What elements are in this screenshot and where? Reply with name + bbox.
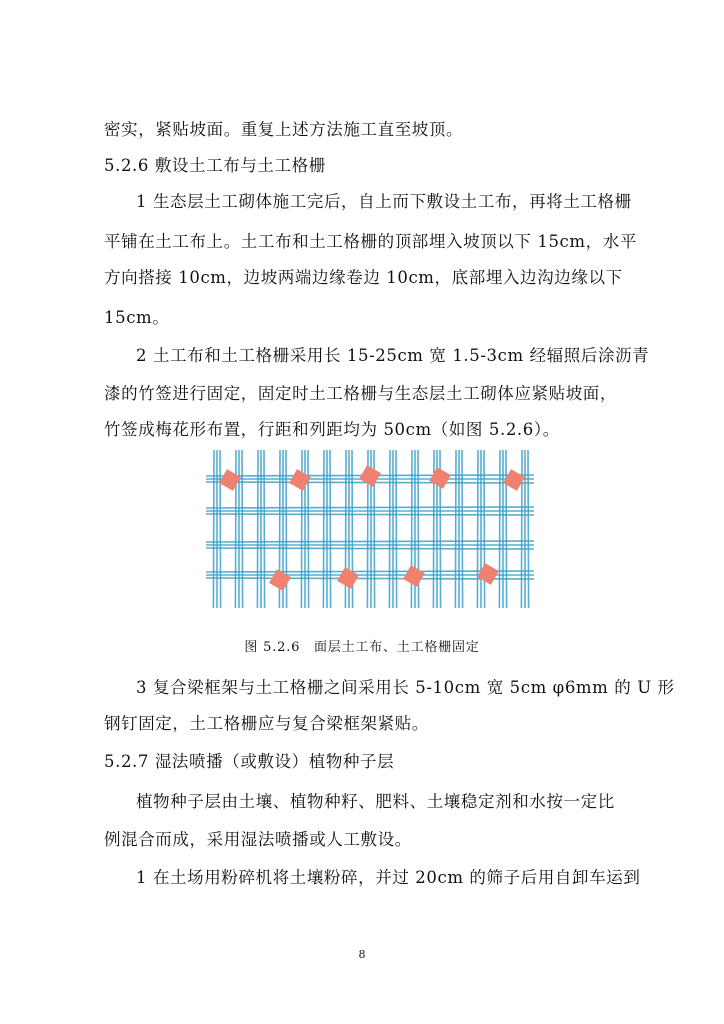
paragraph-line: 3 复合梁框架与土工格栅之间采用长 5-10cm 宽 5cm φ6mm 的 U 形 — [136, 678, 675, 697]
grid-strand-vertical — [506, 450, 507, 608]
grid-strand-vertical — [411, 450, 412, 608]
paragraph-line: 竹签成梅花形布置，行距和列距均为 50cm（如图 5.2.6）。 — [104, 420, 560, 439]
geogrid-figure — [206, 448, 534, 610]
grid-strand-vertical — [455, 450, 456, 608]
grid-strand-vertical — [484, 450, 485, 608]
grid-strand-vertical — [235, 450, 236, 608]
grid-strand-vertical — [477, 450, 478, 608]
grid-strand-vertical — [242, 450, 243, 608]
grid-strand-horizontal — [206, 541, 534, 542]
grid-strand-vertical — [330, 450, 331, 608]
grid-strand-horizontal — [206, 507, 534, 508]
grid-strand-vertical — [396, 450, 397, 608]
paragraph-line: 植物种子层由土壤、植物种籽、肥料、土壤稳定剂和水按一定比 — [136, 792, 615, 811]
grid-strand-vertical — [308, 450, 309, 608]
paragraph-line: 漆的竹签进行固定，固定时土工格栅与生态层土工砌体应紧贴坡面， — [104, 384, 617, 403]
grid-strand-vertical — [220, 450, 221, 608]
paragraph-line: 密实，紧贴坡面。重复上述方法施工直至坡顶。 — [104, 120, 464, 139]
bamboo-stake-marker — [337, 567, 359, 589]
paragraph-line: 15cm。 — [104, 308, 170, 327]
grid-strand-horizontal — [206, 548, 534, 549]
paragraph-line: 平铺在土工布上。土工布和土工格栅的顶部埋入坡顶以下 15cm，水平 — [104, 232, 637, 251]
grid-strand-vertical — [462, 450, 463, 608]
section-heading: 5.2.7 湿法喷播（或敷设）植物种子层 — [104, 752, 395, 771]
paragraph-line: 方向搭接 10cm，边坡两端边缘卷边 10cm，底部埋入边沟边缘以下 — [104, 268, 623, 287]
bamboo-stake-marker — [359, 465, 381, 487]
grid-strand-horizontal — [206, 514, 534, 515]
section-heading: 5.2.6 敷设土工布与土工格栅 — [104, 156, 326, 175]
bamboo-stake-marker — [403, 565, 425, 587]
grid-strand-vertical — [264, 450, 265, 608]
bamboo-stake-marker — [429, 467, 451, 489]
grid-strand-vertical — [528, 450, 529, 608]
grid-strand-vertical — [389, 450, 390, 608]
figure-caption: 图 5.2.6 面层土工布、土工格栅固定 — [244, 640, 480, 655]
page-number: 8 — [358, 948, 366, 961]
paragraph-line: 2 土工布和土工格栅采用长 15-25cm 宽 1.5-3cm 经辐照后涂沥青 — [136, 346, 650, 365]
paragraph-line: 钢钉固定，土工格栅应与复合梁框架紧贴。 — [104, 714, 429, 733]
paragraph-line: 1 生态层土工砌体施工完后，自上而下敷设土工布，再将土工格栅 — [136, 192, 632, 211]
grid-strand-vertical — [499, 450, 500, 608]
grid-strand-vertical — [257, 450, 258, 608]
paragraph-line: 1 在土场用粉碎机将土壤粉碎，并过 20cm 的筛子后用自卸车运到 — [136, 868, 641, 887]
grid-strand-vertical — [323, 450, 324, 608]
grid-strand-vertical — [213, 450, 214, 608]
bamboo-stake-marker — [219, 469, 241, 491]
grid-strand-vertical — [521, 450, 522, 608]
paragraph-line: 例混合而成，采用湿法喷播或人工敷设。 — [104, 830, 412, 849]
